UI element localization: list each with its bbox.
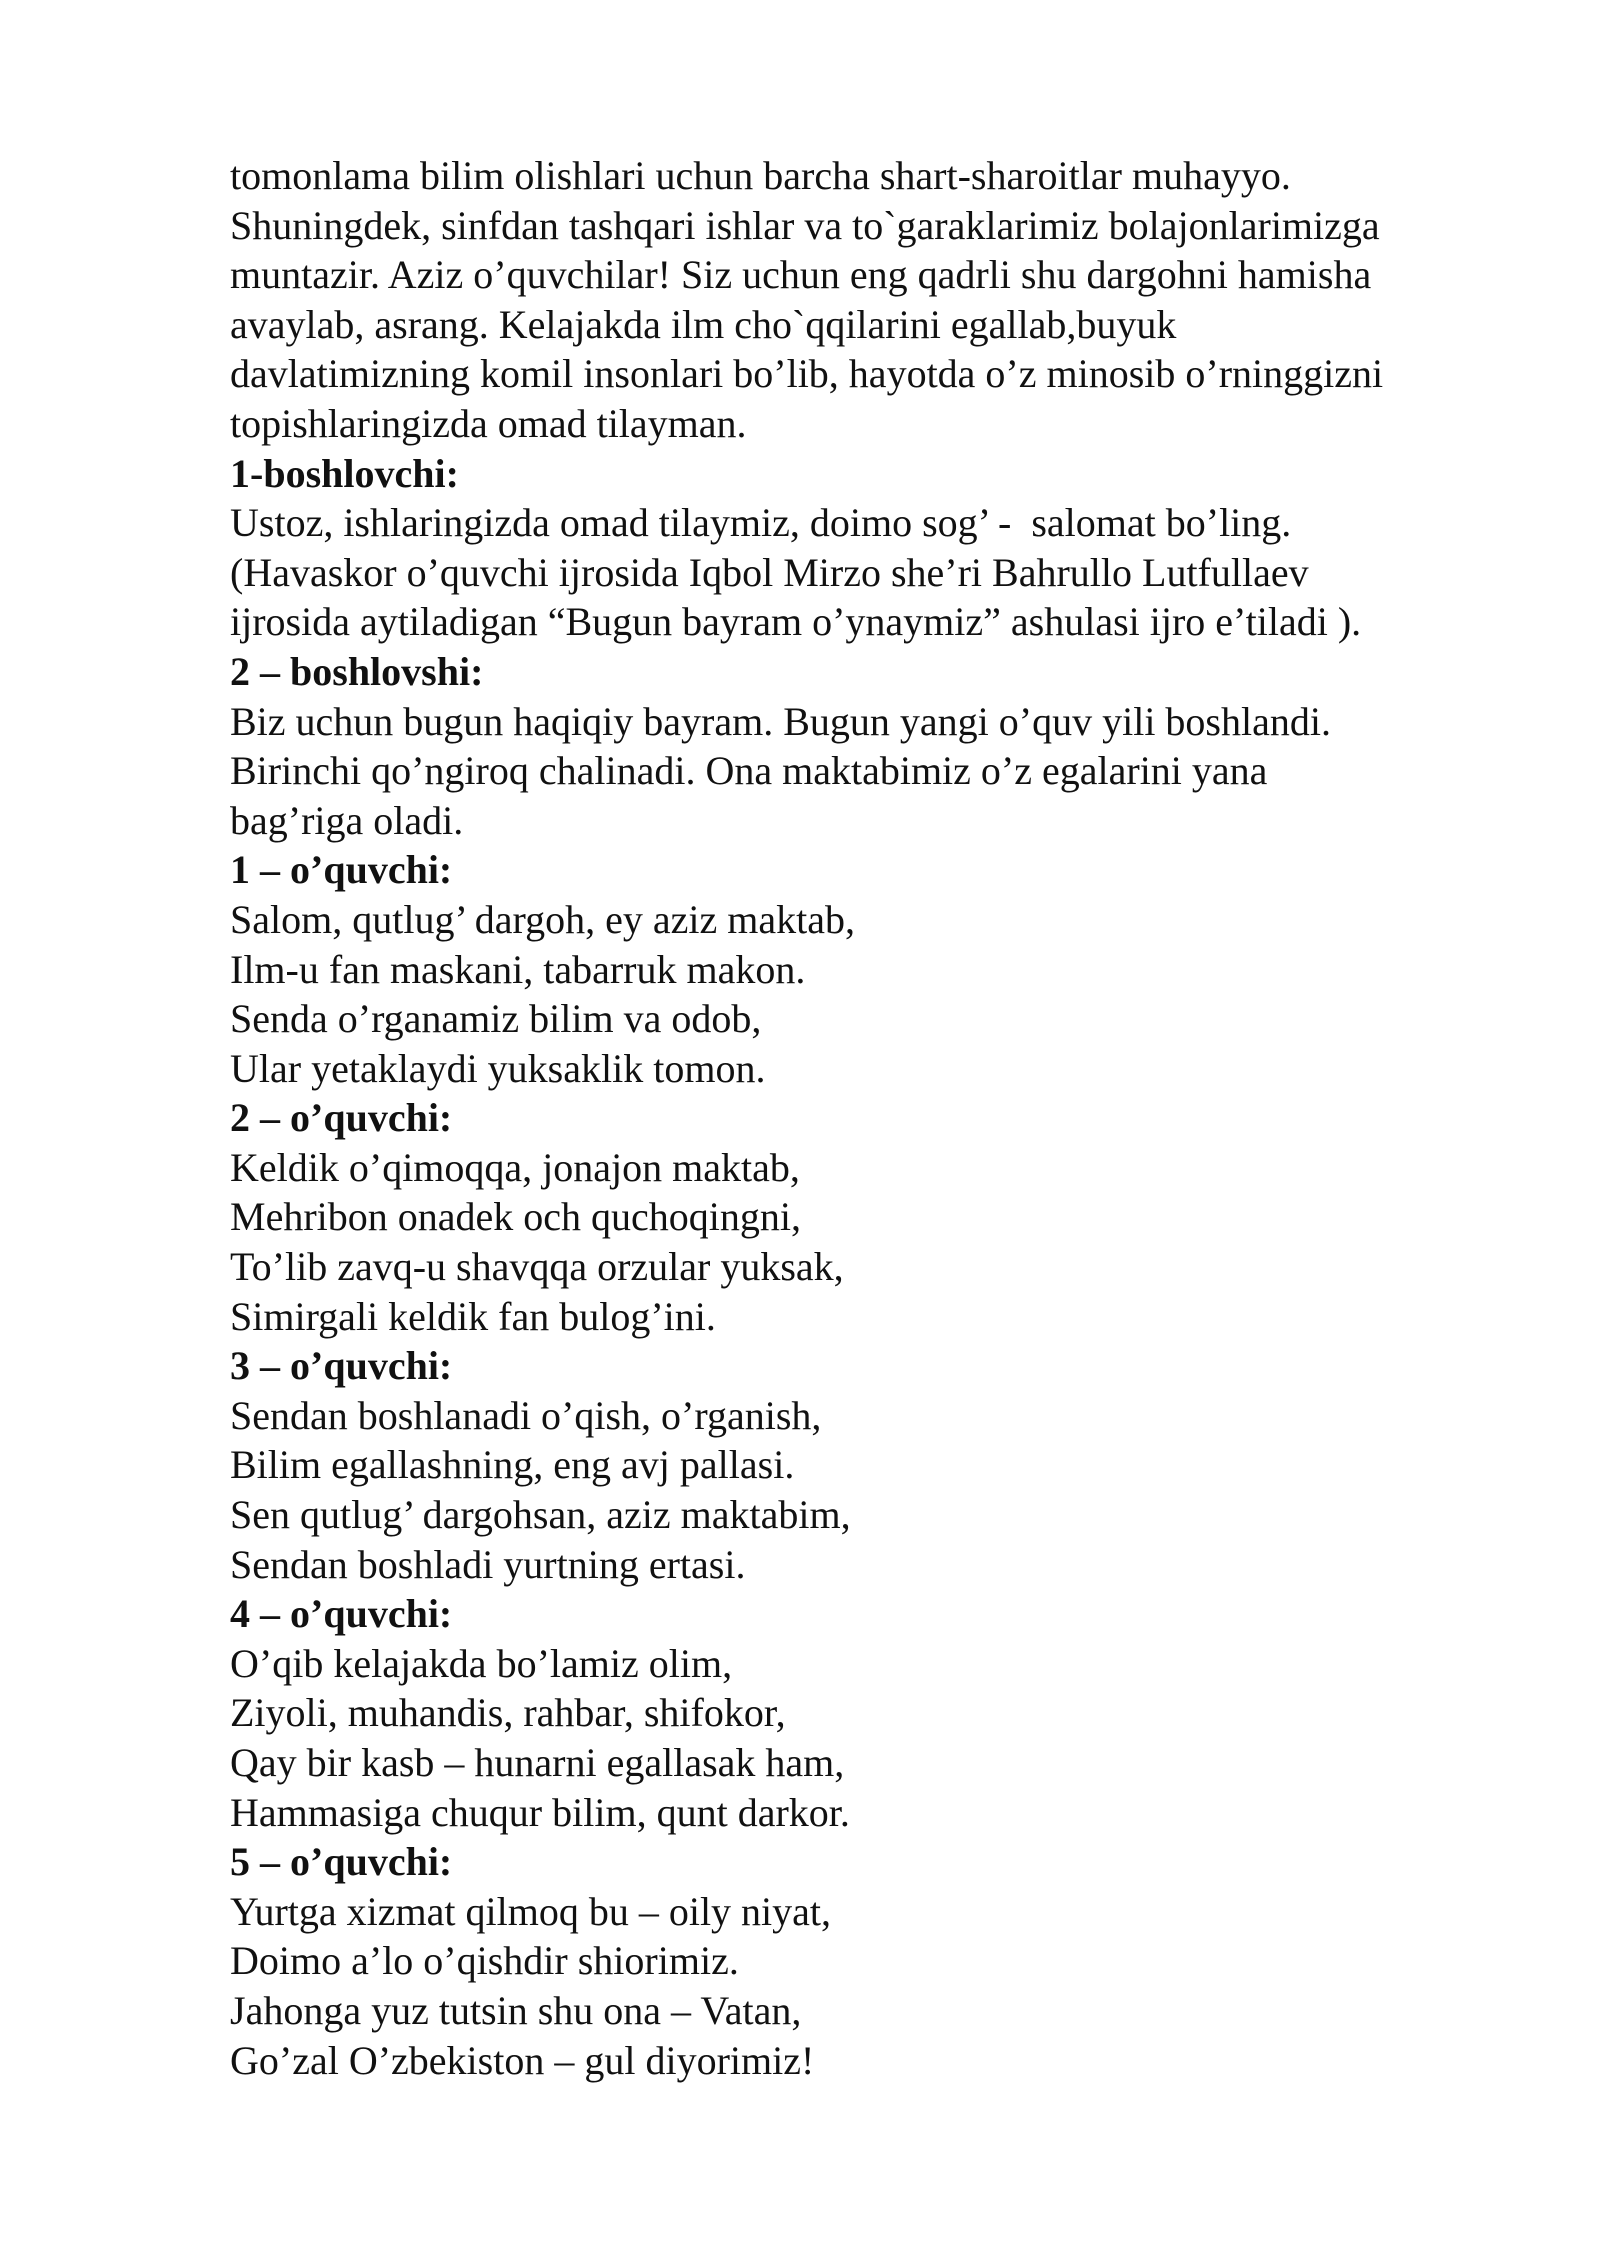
poem-line: Qay bir kasb – hunarni egallasak ham, [230, 1740, 845, 1785]
poem-line: Senda o’rganamiz bilim va odob, [230, 996, 762, 1042]
intro-line: davlatimizning komil insonlari bo’lib, hayotda o’z minosib o’rninggizni [230, 351, 1384, 397]
poem-line: Mehribon onadek och quchoqingni, [230, 1194, 801, 1240]
poem-line: Sendan boshladi yurtning ertasi. [230, 1541, 746, 1587]
poem-line: Sen qutlug’ dargohsan, aziz maktabim, [230, 1492, 851, 1538]
speaker-heading: 4 – o’quvchi: [230, 1591, 453, 1637]
speaker-heading: 3 – o’quvchi: [230, 1343, 453, 1389]
speaker-heading: 1 – o’quvchi: [230, 847, 453, 893]
poem-line: Ular yetaklaydi yuksaklik tomon. [230, 1045, 766, 1091]
poem-line: Ziyoli, muhandis, rahbar, shifokor, [230, 1690, 786, 1736]
intro-line: tomonlama bilim olishlari uchun barcha shart-sharoitlar muhayyo. [230, 153, 1291, 198]
poem-line: To’lib zavq-u shavqqa orzular yuksak, [230, 1244, 844, 1290]
intro-line: muntazir. Aziz o’quvchilar! Siz uchun eng qadrli shu dargohni hamisha [230, 252, 1372, 298]
speaker-heading: 1-boshlovchi: [230, 450, 459, 496]
poem-line: Go’zal O’zbekiston – gul diyorimiz! [230, 2037, 815, 2083]
dialogue-line: Biz uchun bugun haqiqiy bayram. Bugun yangi o’quv yili boshlandi. [230, 698, 1331, 744]
poem-line: Sendan boshlanadi o’qish, o’rganish, [230, 1392, 822, 1438]
poem-line: Hammasiga chuqur bilim, qunt darkor. [230, 1789, 850, 1835]
dialogue-line: Birinchi qo’ngiroq chalinadi. Ona maktabimiz o’z egalarini yana [230, 748, 1268, 794]
intro-line: topishlaringizda omad tilayman. [230, 400, 747, 446]
poem-line: Keldik o’qimoqqa, jonajon maktab, [230, 1144, 800, 1190]
poem-line: Bilim egallashning, eng avj pallasi. [230, 1442, 795, 1488]
poem-line: Simirgali keldik fan bulog’ini. [230, 1293, 716, 1339]
intro-line: avaylab, asrang. Kelajakda ilm cho`qqilarini egallab,buyuk [230, 301, 1177, 347]
poem-line: O’qib kelajakda bo’lamiz olim, [230, 1640, 733, 1686]
poem-line: Ilm-u fan maskani, tabarruk makon. [230, 946, 806, 992]
dialogue-line: ijrosida aytiladigan “Bugun bayram o’ynaymiz” ashulasi ijro e’tiladi ). [230, 599, 1362, 645]
dialogue-line: (Havaskor o’quvchi ijrosida Iqbol Mirzo she’ri Bahrullo Lutfullaev [230, 549, 1309, 595]
dialogue-line: Ustoz, ishlaringizda omad tilaymiz, doimo sog’ - salomat bo’ling. [230, 500, 1292, 546]
speaker-heading: 2 – boshlovshi: [230, 648, 484, 694]
speaker-heading: 2 – o’quvchi: [230, 1095, 453, 1141]
document-text [230, 151, 1510, 2085]
poem-line: Jahonga yuz tutsin shu ona – Vatan, [230, 1987, 802, 2033]
intro-line: Shuningdek, sinfdan tashqari ishlar va to`garaklarimiz bolajonlarimizga [230, 202, 1380, 248]
speaker-heading: 5 – o’quvchi: [230, 1839, 453, 1885]
poem-line: Salom, qutlug’ dargoh, ey aziz maktab, [230, 896, 856, 942]
poem-line: Doimo a’lo o’qishdir shiorimiz. [230, 1938, 739, 1984]
poem-line: Yurtga xizmat qilmoq bu – oily niyat, [230, 1888, 832, 1934]
dialogue-line: bag’riga oladi. [230, 797, 464, 843]
